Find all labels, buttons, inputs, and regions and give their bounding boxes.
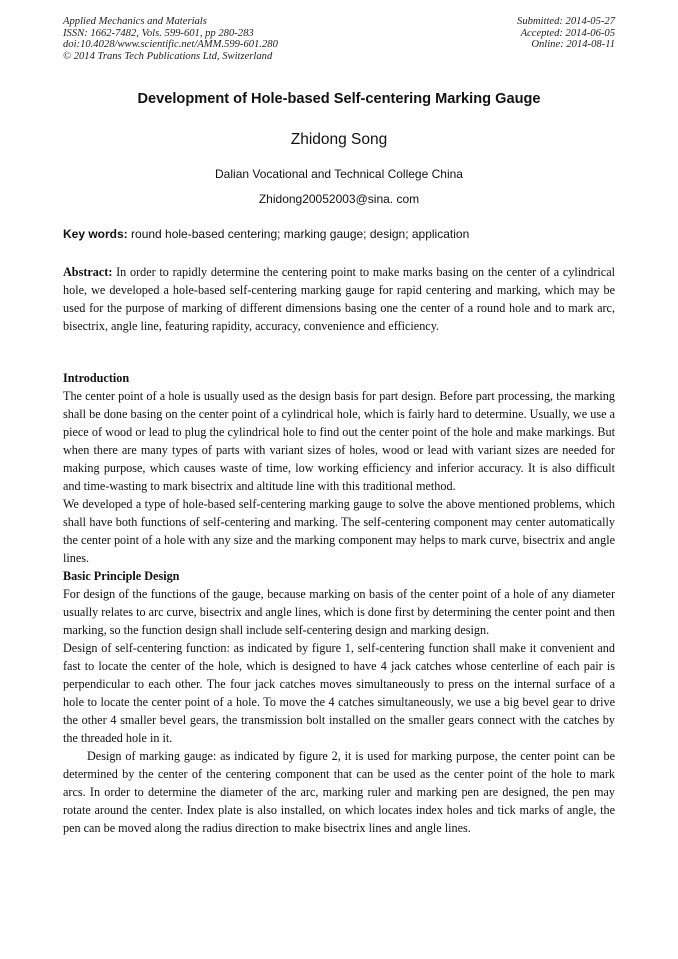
basic-principle-paragraph-1: For design of the functions of the gauge, because marking on basis of the center point of a hole of any diameter usually relates to arc curve, bisectrix and angle lines, which is done first by determining the center point and then marking, so the function design shall include self-centering design and marking design. — [63, 587, 615, 637]
basic-principle-heading: Basic Principle Design — [63, 569, 180, 583]
abstract — [63, 263, 615, 335]
abstract-label: Abstract: — [63, 265, 113, 279]
journal-header-right — [517, 16, 615, 51]
accepted-date: Accepted: 2014-06-05 — [520, 27, 615, 39]
introduction-paragraph-2: We developed a type of hole-based self-centering marking gauge to solve the above mentioned problems, which shall have both functions of self-centering and marking. The self-centering component may center automatically the center point of a hole with any size and the marking component may helps to mark curve, bisectrix and angle lines. — [63, 497, 615, 565]
basic-principle-paragraph-3: Design of marking gauge: as indicated by figure 2, it is used for marking purpose, the center point can be determined by the center of the centering component that can be used as the center point of the hole to mark arcs. In order to determine the diameter of the arc, marking ruler and marking pen are designed, the pen may rotate around the center. Index plate is also installed, on which locates index holes and tick marks of angle, the pen can be moved along the radius direction to make bisectrix lines and angle lines. — [63, 749, 615, 835]
keywords — [63, 227, 615, 241]
author-email: Zhidong20052003@sina. com — [258, 192, 420, 206]
keywords-label: Key words: — [63, 227, 128, 241]
journal-name: Applied Mechanics and Materials — [63, 16, 207, 27]
basic-principle-paragraph-2: Design of self-centering function: as indicated by figure 1, self-centering function shall make it convenient and fast to locate the center of the hole, which is designed to have 4 jack catches whose centerline of each pair is perpendicular to each other. The four jack catches moves simultaneously to press on the internal surface of a hole to locate the center point of a hole. To move the 4 catches simultaneously, we use a big bevel gear to drive the other 4 smaller bevel gears, the transmission bolt installed on the smaller gears connect with the catches by the threaded hole in it. — [63, 641, 615, 745]
issn-line: ISSN: 1662-7482, Vols. 599-601, pp 280-283 — [63, 27, 254, 39]
introduction-paragraph-1: The center point of a hole is usually used as the design basis for part design. Before part processing, the marking shall be done basing on the center point of a cylindrical hole, which is fairly hard to determine. Usually, we use a piece of wood or lead to plug the cylindrical hole to find out the center point of the hole and make markings. But when there are many types of parts with variant sizes of holes, wood or lead with variant sizes are needed for making purpose, which causes waste of time, low working efficiency and inferior accuracy. It is also difficult and time-wasting to mark bisectrix and altitude line with this traditional method. — [63, 389, 615, 493]
author-name: Zhidong Song — [290, 131, 388, 148]
submitted-date: Submitted: 2014-05-27 — [517, 16, 615, 27]
body-text — [63, 369, 615, 837]
paper-title: Development of Hole-based Self-centering Marking Gauge — [137, 91, 541, 107]
abstract-text: In order to rapidly determine the centering point to make marks basing on the center of a cylindrical hole, we developed a hole-based self-centering marking gauge for rapid centering and marking, which may be used for the purpose of marking of different dimensions basing one the center of a round hole and to mark arc, bisectrix, angle line, featuring rapidity, accuracy, convenience and efficiency. — [63, 265, 615, 333]
online-date: Online: 2014-08-11 — [531, 39, 615, 50]
introduction-heading: Introduction — [63, 371, 130, 385]
keywords-text: round hole-based centering; marking gauge; design; application — [127, 227, 470, 241]
doi-line: doi:10.4028/www.scientific.net/AMM.599-601.280 — [63, 39, 278, 50]
author-affiliation: Dalian Vocational and Technical College China — [215, 167, 463, 181]
journal-header-left — [63, 16, 278, 62]
copyright-line: © 2014 Trans Tech Publications Ltd, Switzerland — [63, 50, 273, 62]
